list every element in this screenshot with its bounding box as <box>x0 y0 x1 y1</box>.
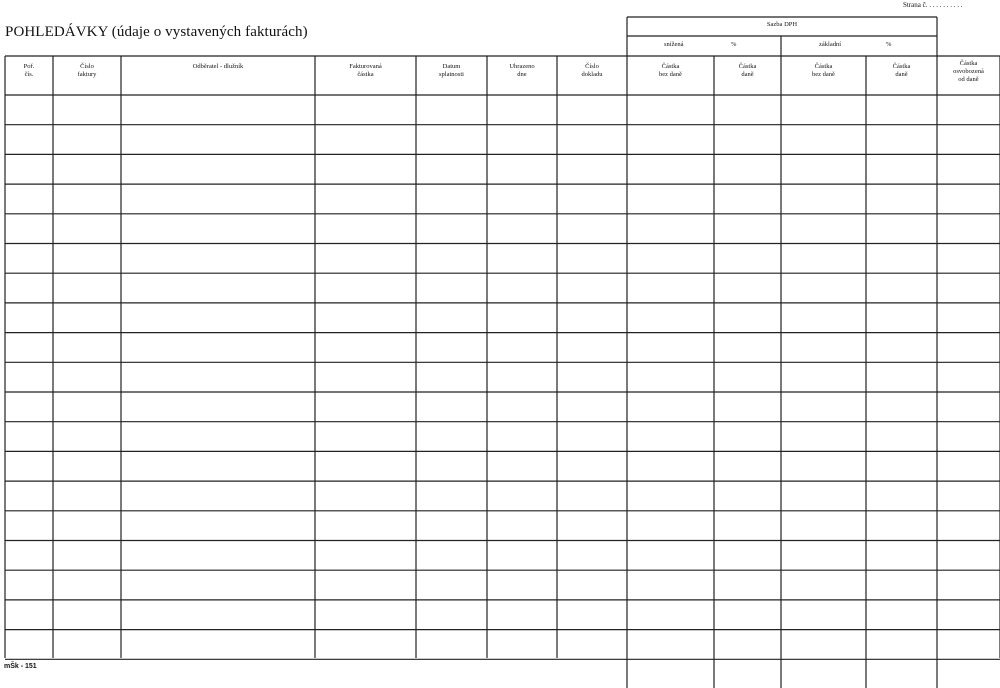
table-row <box>5 214 1000 244</box>
table-row <box>5 570 1000 600</box>
table-row <box>5 333 1000 363</box>
table-cell[interactable] <box>5 244 53 274</box>
table-cell[interactable] <box>315 273 416 303</box>
table-cell[interactable] <box>781 570 866 600</box>
table-cell[interactable] <box>937 333 1000 363</box>
table-cell[interactable] <box>5 214 53 244</box>
table-row <box>5 541 1000 571</box>
column-header-1: Poř. čís. <box>23 63 35 78</box>
table-cell[interactable] <box>53 570 121 600</box>
table-cell[interactable] <box>866 451 937 481</box>
table-cell[interactable] <box>627 481 714 511</box>
column-header-8: Částka bez daně <box>659 63 682 78</box>
table-cell[interactable] <box>866 303 937 333</box>
table-cell[interactable] <box>121 244 315 274</box>
table-cell[interactable] <box>627 570 714 600</box>
table-cell[interactable] <box>416 392 487 422</box>
table-row <box>5 125 1000 155</box>
table-cell[interactable] <box>627 392 714 422</box>
table-cell[interactable] <box>487 451 557 481</box>
table-cell[interactable] <box>416 451 487 481</box>
table-cell[interactable] <box>557 184 627 214</box>
table-cell[interactable] <box>714 451 781 481</box>
table-cell[interactable] <box>714 333 781 363</box>
table-cell[interactable] <box>416 95 487 125</box>
vat-reduced-percent: % <box>731 41 737 48</box>
table-cell[interactable] <box>866 570 937 600</box>
table-cell[interactable] <box>53 541 121 571</box>
table-cell[interactable] <box>781 481 866 511</box>
table-cell[interactable] <box>937 184 1000 214</box>
table-row <box>5 600 1000 630</box>
table-cell[interactable] <box>121 422 315 452</box>
table-cell[interactable] <box>5 362 53 392</box>
table-cell[interactable] <box>866 630 937 660</box>
table-cell[interactable] <box>781 184 866 214</box>
table-cell[interactable] <box>5 600 53 630</box>
table-cell[interactable] <box>487 481 557 511</box>
table-cell[interactable] <box>781 214 866 244</box>
table-cell[interactable] <box>866 214 937 244</box>
table-row <box>5 154 1000 184</box>
table-cell[interactable] <box>627 362 714 392</box>
column-header-6: Uhrazeno dne <box>509 63 535 78</box>
table-cell[interactable] <box>781 541 866 571</box>
table-cell[interactable] <box>866 422 937 452</box>
table-cell[interactable] <box>315 392 416 422</box>
table-cell[interactable] <box>557 333 627 363</box>
table-cell[interactable] <box>627 303 714 333</box>
table-cell[interactable] <box>416 570 487 600</box>
table-cell[interactable] <box>557 451 627 481</box>
table-cell[interactable] <box>627 244 714 274</box>
vat-reduced-label: snížená <box>664 41 684 48</box>
table-cell[interactable] <box>781 362 866 392</box>
table-cell[interactable] <box>53 333 121 363</box>
table-cell[interactable] <box>937 125 1000 155</box>
table-cell[interactable] <box>53 95 121 125</box>
table-cell[interactable] <box>937 541 1000 571</box>
table-cell[interactable] <box>627 154 714 184</box>
table-cell[interactable] <box>866 244 937 274</box>
table-cell[interactable] <box>53 362 121 392</box>
page-title: POHLEDÁVKY (údaje o vystavených fakturách) <box>5 24 308 40</box>
table-cell[interactable] <box>53 451 121 481</box>
table-cell[interactable] <box>53 630 121 660</box>
table-cell[interactable] <box>416 303 487 333</box>
table-cell[interactable] <box>5 511 53 541</box>
table-cell[interactable] <box>315 154 416 184</box>
table-cell[interactable] <box>781 244 866 274</box>
table-row <box>5 481 1000 511</box>
table-cell[interactable] <box>5 125 53 155</box>
table-cell[interactable] <box>315 95 416 125</box>
table-cell[interactable] <box>781 451 866 481</box>
table-cell[interactable] <box>121 333 315 363</box>
table-cell[interactable] <box>487 630 557 660</box>
vat-title: Sazba DPH <box>766 21 798 28</box>
table-cell[interactable] <box>781 333 866 363</box>
table-cell[interactable] <box>714 511 781 541</box>
table-cell[interactable] <box>937 362 1000 392</box>
table-cell[interactable] <box>487 541 557 571</box>
table-row <box>5 303 1000 333</box>
table-cell[interactable] <box>5 184 53 214</box>
table-cell[interactable] <box>557 392 627 422</box>
table-cell[interactable] <box>781 125 866 155</box>
table-cell[interactable] <box>53 511 121 541</box>
table-cell[interactable] <box>5 422 53 452</box>
table-cell[interactable] <box>487 273 557 303</box>
table-cell[interactable] <box>781 154 866 184</box>
table-cell[interactable] <box>5 451 53 481</box>
table-cell[interactable] <box>866 273 937 303</box>
table-cell[interactable] <box>416 125 487 155</box>
table-cell[interactable] <box>781 95 866 125</box>
table-cell[interactable] <box>866 541 937 571</box>
column-header-9: Částka daně <box>738 63 757 78</box>
table-cell[interactable] <box>937 273 1000 303</box>
table-cell[interactable] <box>627 214 714 244</box>
table-cell[interactable] <box>557 511 627 541</box>
table-cell[interactable] <box>487 154 557 184</box>
table-cell[interactable] <box>416 630 487 660</box>
table-cell[interactable] <box>315 570 416 600</box>
table-cell[interactable] <box>937 630 1000 660</box>
table-cell[interactable] <box>121 481 315 511</box>
table-cell[interactable] <box>866 392 937 422</box>
table-cell[interactable] <box>53 273 121 303</box>
table-cell[interactable] <box>714 600 781 630</box>
table-cell[interactable] <box>714 392 781 422</box>
table-cell[interactable] <box>53 600 121 630</box>
table-row <box>5 451 1000 481</box>
table-cell[interactable] <box>53 154 121 184</box>
table-cell[interactable] <box>937 511 1000 541</box>
table-cell[interactable] <box>714 362 781 392</box>
table-cell[interactable] <box>315 303 416 333</box>
table-cell[interactable] <box>487 333 557 363</box>
column-header-5: Datum splatnosti <box>439 63 464 78</box>
table-cell[interactable] <box>866 125 937 155</box>
table-cell[interactable] <box>121 451 315 481</box>
table-cell[interactable] <box>315 333 416 363</box>
table-row <box>5 511 1000 541</box>
table-cell[interactable] <box>714 422 781 452</box>
table-cell[interactable] <box>416 600 487 630</box>
table-cell[interactable] <box>121 154 315 184</box>
table-cell[interactable] <box>121 630 315 660</box>
table-cell[interactable] <box>937 244 1000 274</box>
table-row <box>5 392 1000 422</box>
table-cell[interactable] <box>557 600 627 630</box>
table-cell[interactable] <box>714 154 781 184</box>
table-cell[interactable] <box>866 333 937 363</box>
table-cell[interactable] <box>866 184 937 214</box>
table-cell[interactable] <box>121 362 315 392</box>
table-cell[interactable] <box>121 511 315 541</box>
table-cell[interactable] <box>416 511 487 541</box>
table-row <box>5 184 1000 214</box>
table-cell[interactable] <box>5 333 53 363</box>
table-cell[interactable] <box>416 362 487 392</box>
table-cell[interactable] <box>557 481 627 511</box>
table-cell[interactable] <box>53 184 121 214</box>
table-row <box>5 273 1000 303</box>
table-cell[interactable] <box>53 303 121 333</box>
table-cell[interactable] <box>121 392 315 422</box>
table-cell[interactable] <box>627 273 714 303</box>
table-row <box>5 95 1000 125</box>
table-cell[interactable] <box>866 154 937 184</box>
table-cell[interactable] <box>627 630 714 660</box>
table-cell[interactable] <box>315 362 416 392</box>
table-cell[interactable] <box>487 184 557 214</box>
table-cell[interactable] <box>781 422 866 452</box>
column-header-2: Číslo faktury <box>77 63 97 78</box>
table-cell[interactable] <box>315 184 416 214</box>
table-cell[interactable] <box>781 392 866 422</box>
table-cell[interactable] <box>627 511 714 541</box>
table-cell[interactable] <box>557 95 627 125</box>
table-cell[interactable] <box>866 481 937 511</box>
table-cell[interactable] <box>714 570 781 600</box>
table-cell[interactable] <box>121 303 315 333</box>
table-cell[interactable] <box>5 570 53 600</box>
table-cell[interactable] <box>5 273 53 303</box>
table-cell[interactable] <box>487 392 557 422</box>
table-cell[interactable] <box>5 630 53 660</box>
table-cell[interactable] <box>487 125 557 155</box>
table-cell[interactable] <box>5 303 53 333</box>
table-cell[interactable] <box>714 541 781 571</box>
table-cell[interactable] <box>557 362 627 392</box>
column-header-11: Částka daně <box>892 63 911 78</box>
table-cell[interactable] <box>866 511 937 541</box>
table-cell[interactable] <box>714 630 781 660</box>
table-cell[interactable] <box>781 630 866 660</box>
table-cell[interactable] <box>627 184 714 214</box>
table-cell[interactable] <box>121 541 315 571</box>
table-cell[interactable] <box>937 214 1000 244</box>
form-code: mŠk - 151 <box>4 663 37 670</box>
table-cell[interactable] <box>487 422 557 452</box>
table-cell[interactable] <box>714 273 781 303</box>
column-header-10: Částka bez daně <box>812 63 835 78</box>
table-cell[interactable] <box>53 481 121 511</box>
table-cell[interactable] <box>627 451 714 481</box>
table-cell[interactable] <box>557 303 627 333</box>
table-cell[interactable] <box>557 214 627 244</box>
table-cell[interactable] <box>937 303 1000 333</box>
table-cell[interactable] <box>866 600 937 630</box>
table-cell[interactable] <box>315 214 416 244</box>
vat-base-percent: % <box>886 41 892 48</box>
table-cell[interactable] <box>937 481 1000 511</box>
table-cell[interactable] <box>121 273 315 303</box>
table-cell[interactable] <box>53 422 121 452</box>
table-cell[interactable] <box>487 511 557 541</box>
table-cell[interactable] <box>627 600 714 630</box>
table-cell[interactable] <box>487 303 557 333</box>
table-cell[interactable] <box>627 422 714 452</box>
table-row <box>5 630 1000 660</box>
table-cell[interactable] <box>781 273 866 303</box>
page-number-field[interactable]: Strana č. . . . . . . . . . . <box>903 1 963 9</box>
table-cell[interactable] <box>315 451 416 481</box>
table-cell[interactable] <box>315 125 416 155</box>
table-cell[interactable] <box>557 541 627 571</box>
table-cell[interactable] <box>937 154 1000 184</box>
table-row <box>5 422 1000 452</box>
table-cell[interactable] <box>937 600 1000 630</box>
table-cell[interactable] <box>416 154 487 184</box>
column-header-7: Číslo dokladu <box>581 63 603 78</box>
table-cell[interactable] <box>121 214 315 244</box>
table-cell[interactable] <box>487 600 557 630</box>
table-cell[interactable] <box>416 184 487 214</box>
table-cell[interactable] <box>416 273 487 303</box>
table-cell[interactable] <box>5 392 53 422</box>
table-cell[interactable] <box>937 570 1000 600</box>
table-cell[interactable] <box>121 95 315 125</box>
table-cell[interactable] <box>53 244 121 274</box>
table-cell[interactable] <box>121 125 315 155</box>
table-cell[interactable] <box>53 214 121 244</box>
table-cell[interactable] <box>714 95 781 125</box>
table-cell[interactable] <box>627 333 714 363</box>
table-cell[interactable] <box>781 511 866 541</box>
table-cell[interactable] <box>315 422 416 452</box>
table-cell[interactable] <box>5 95 53 125</box>
table-cell[interactable] <box>937 451 1000 481</box>
table-cell[interactable] <box>557 154 627 184</box>
column-header-12: Částka osvobozená od daně <box>953 60 984 83</box>
table-cell[interactable] <box>937 422 1000 452</box>
table-cell[interactable] <box>866 362 937 392</box>
table-cell[interactable] <box>866 95 937 125</box>
table-cell[interactable] <box>121 600 315 630</box>
table-cell[interactable] <box>557 125 627 155</box>
table-cell[interactable] <box>315 244 416 274</box>
table-cell[interactable] <box>627 95 714 125</box>
table-cell[interactable] <box>557 273 627 303</box>
table-cell[interactable] <box>781 600 866 630</box>
table-cell[interactable] <box>627 541 714 571</box>
table-cell[interactable] <box>315 481 416 511</box>
table-cell[interactable] <box>5 154 53 184</box>
table-cell[interactable] <box>714 214 781 244</box>
table-cell[interactable] <box>557 244 627 274</box>
table-cell[interactable] <box>315 630 416 660</box>
table-cell[interactable] <box>315 600 416 630</box>
table-cell[interactable] <box>781 303 866 333</box>
table-row <box>5 362 1000 392</box>
table-cell[interactable] <box>315 511 416 541</box>
vat-base-label: základní <box>819 41 842 48</box>
table-cell[interactable] <box>714 125 781 155</box>
column-header-3: Odběratel - dlužník <box>192 63 244 70</box>
table-cell[interactable] <box>714 481 781 511</box>
table-cell[interactable] <box>714 244 781 274</box>
table-cell[interactable] <box>627 125 714 155</box>
table-cell[interactable] <box>487 362 557 392</box>
table-cell[interactable] <box>416 541 487 571</box>
table-cell[interactable] <box>416 244 487 274</box>
table-cell[interactable] <box>487 244 557 274</box>
table-cell[interactable] <box>121 570 315 600</box>
table-cell[interactable] <box>487 214 557 244</box>
table-row <box>5 244 1000 274</box>
table-cell[interactable] <box>53 125 121 155</box>
column-header-4: Fakturovaná částka <box>349 63 382 78</box>
table-cell[interactable] <box>5 481 53 511</box>
table-cell[interactable] <box>416 214 487 244</box>
table-cell[interactable] <box>416 481 487 511</box>
table-cell[interactable] <box>5 541 53 571</box>
table-cell[interactable] <box>53 392 121 422</box>
table-cell[interactable] <box>937 392 1000 422</box>
table-cell[interactable] <box>557 422 627 452</box>
table-cell[interactable] <box>487 95 557 125</box>
table-cell[interactable] <box>487 570 557 600</box>
table-cell[interactable] <box>557 630 627 660</box>
table-cell[interactable] <box>416 333 487 363</box>
table-cell[interactable] <box>557 570 627 600</box>
table-cell[interactable] <box>416 422 487 452</box>
table-cell[interactable] <box>121 184 315 214</box>
table-cell[interactable] <box>315 541 416 571</box>
table-cell[interactable] <box>937 95 1000 125</box>
table-cell[interactable] <box>714 303 781 333</box>
table-cell[interactable] <box>714 184 781 214</box>
